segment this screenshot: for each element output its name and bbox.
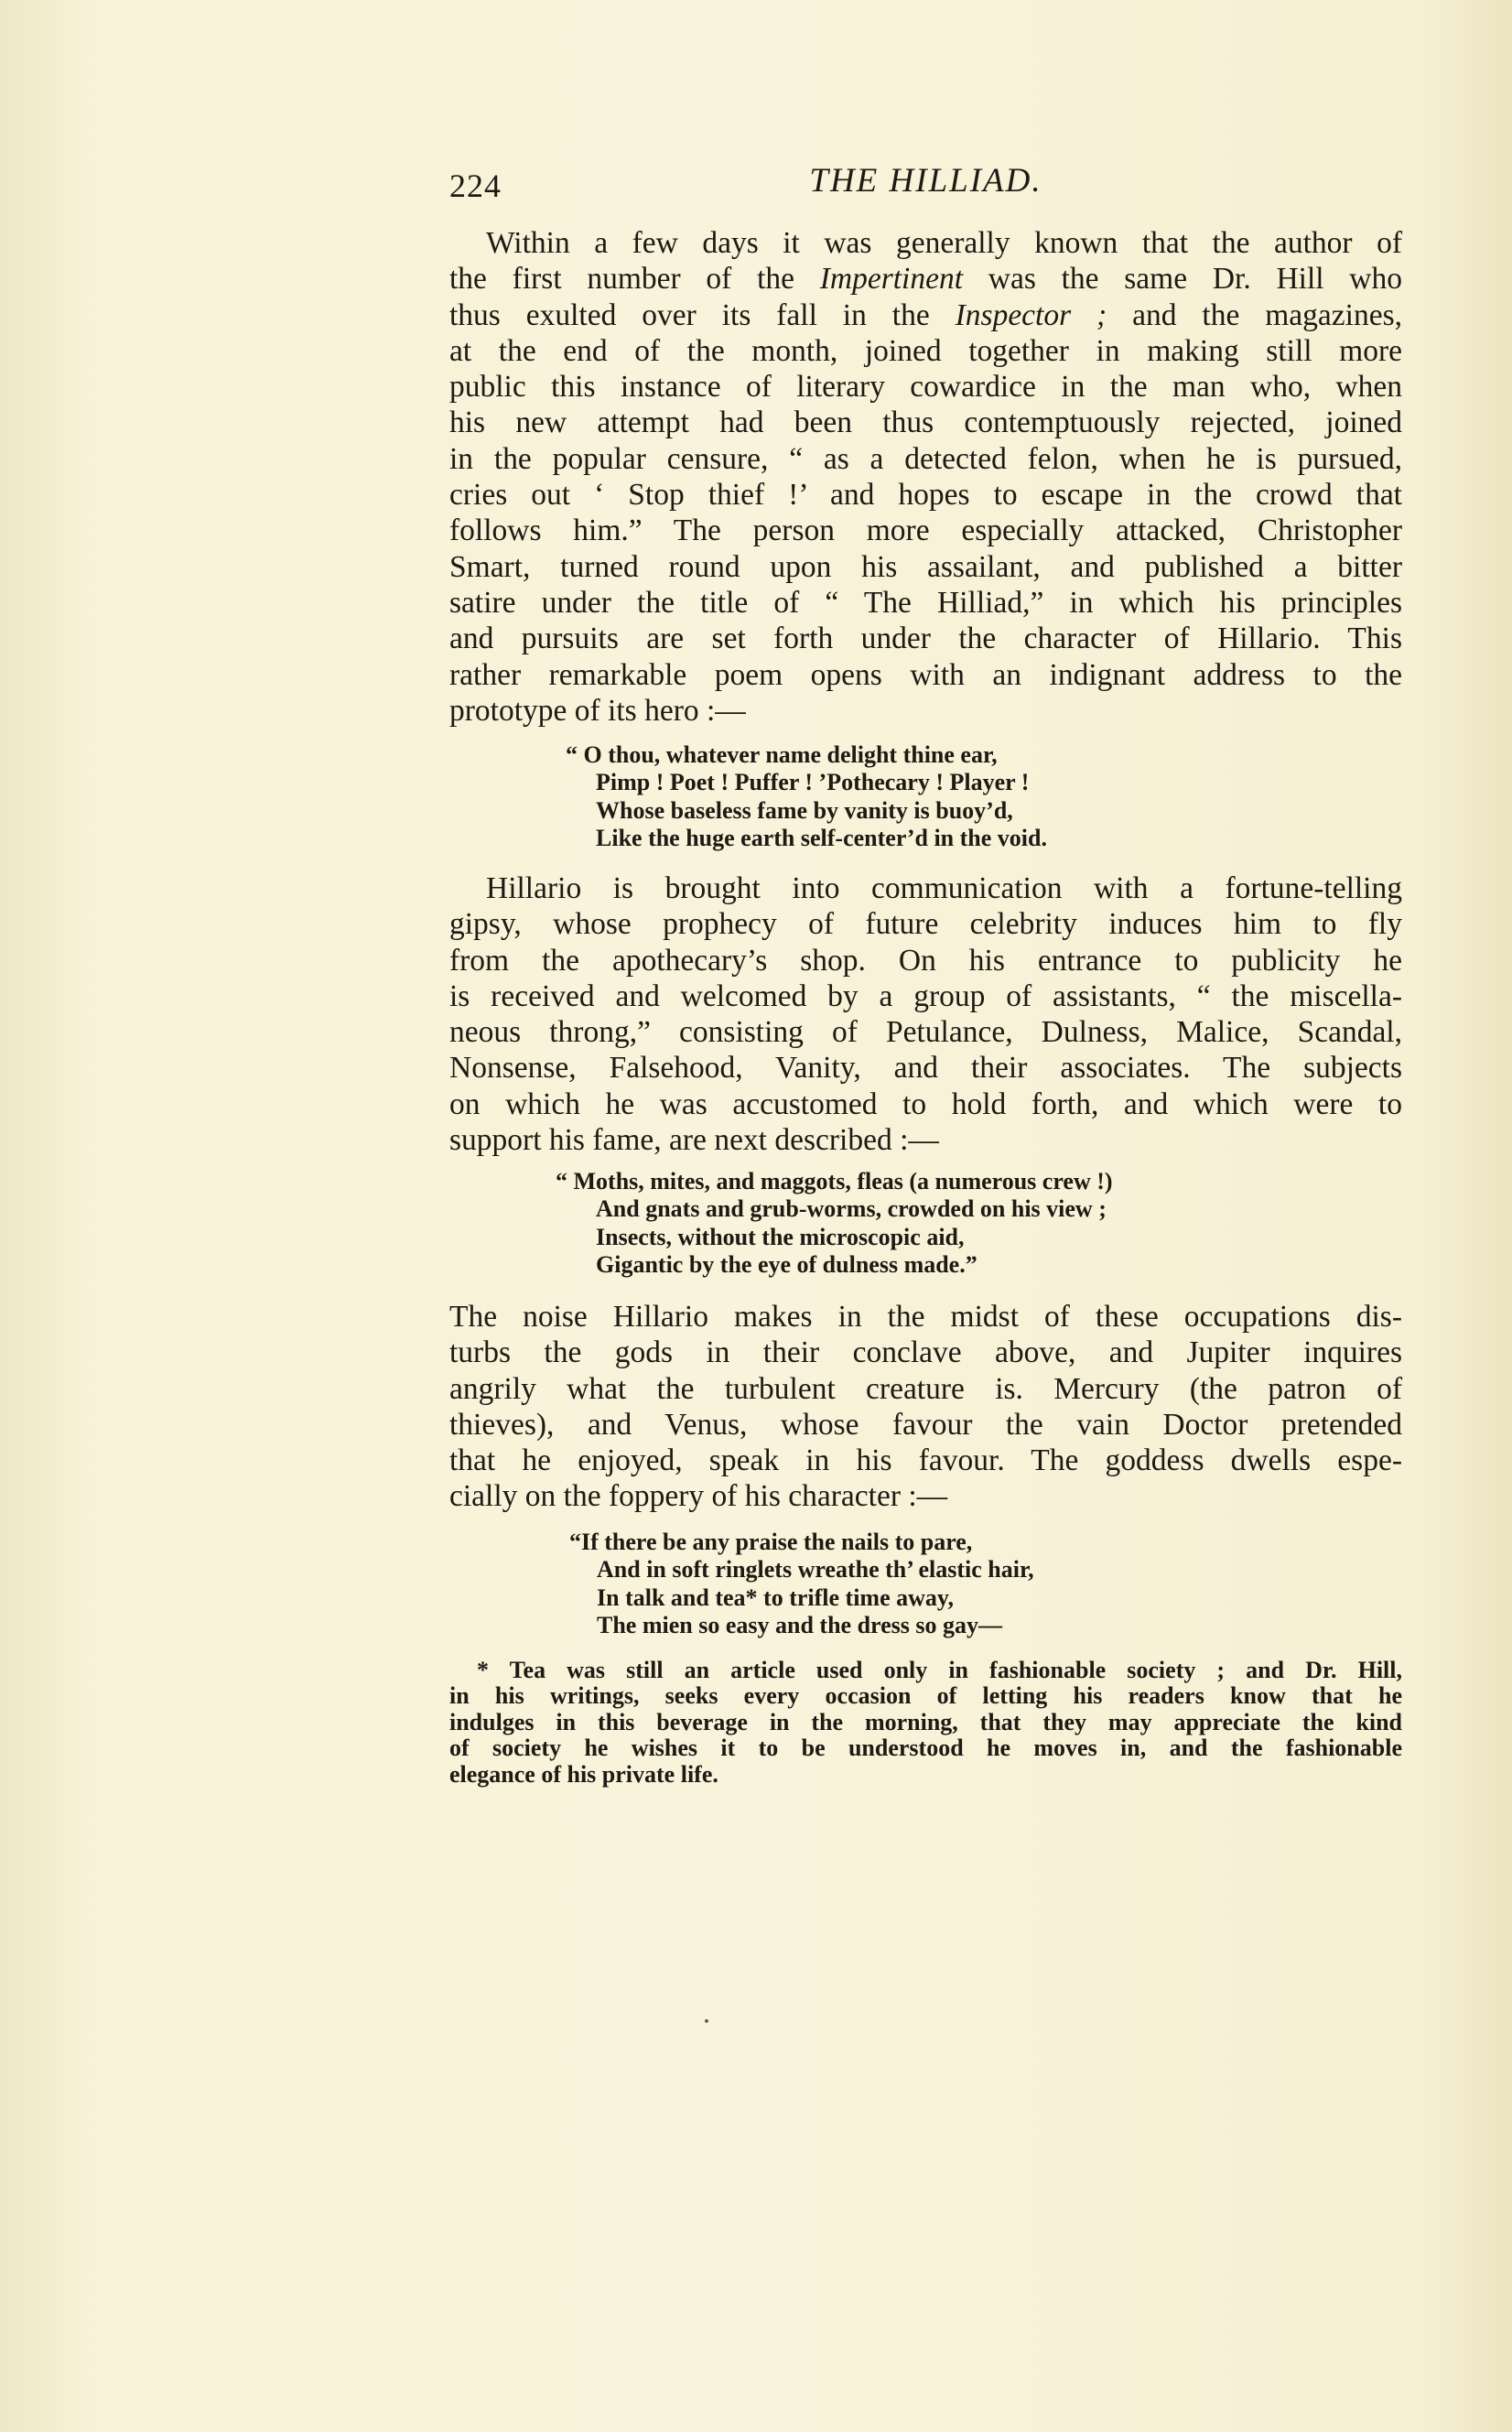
text-line: satire under the title of “ The Hilliad,” in which his principles bbox=[449, 585, 1402, 620]
text-line: angrily what the turbulent creature is. Mercury (the patron of bbox=[449, 1371, 1402, 1406]
text-line: Smart, turned round upon his assailant, and published a bitter bbox=[449, 549, 1402, 584]
verse-line: “ Moths, mites, and maggots, fleas (a numerous crew !) bbox=[556, 1168, 1113, 1194]
text-line: gipsy, whose prophecy of future celebrity induces him to fly bbox=[449, 907, 1402, 942]
text-line: support his fame, are next described :— bbox=[449, 1123, 939, 1158]
page-number: 224 bbox=[449, 168, 502, 204]
paper-speck bbox=[705, 2019, 708, 2023]
paragraph-3 bbox=[449, 1299, 1402, 1515]
text-line: cially on the foppery of his character :— bbox=[449, 1479, 948, 1514]
text-line: on which he was accustomed to hold forth, and which were to bbox=[449, 1086, 1402, 1121]
text-line: rather remarkable poem opens with an indignant address to the bbox=[449, 657, 1402, 692]
verse-line: “ O thou, whatever name delight thine ear, bbox=[566, 741, 998, 768]
text-line: from the apothecary’s shop. On his entrance to publicity he bbox=[449, 943, 1402, 978]
text-line: thieves), and Venus, whose favour the vain Doctor pretended bbox=[449, 1407, 1402, 1442]
text-line: thus exulted over its fall in the Inspector ; and the magazines, bbox=[449, 297, 1402, 332]
footnote-line: * Tea was still an article used only in fashionable society ; and Dr. Hill, bbox=[477, 1657, 1402, 1683]
verse-line: Pimp ! Poet ! Puffer ! ’Pothecary ! Player ! bbox=[596, 769, 1030, 796]
verse-line: Like the huge earth self-center’d in the void. bbox=[596, 825, 1047, 852]
paragraph-2 bbox=[449, 870, 1402, 1158]
text-line: that he enjoyed, speak in his favour. The goddess dwells espe- bbox=[449, 1443, 1402, 1478]
text-line: Nonsense, Falsehood, Vanity, and their associates. The subjects bbox=[449, 1051, 1402, 1086]
footnote-line: indulges in this beverage in the morning, that they may appreciate the kind bbox=[449, 1708, 1402, 1735]
text-line: prototype of its hero :— bbox=[449, 693, 746, 728]
verse-line: Insects, without the microscopic aid, bbox=[596, 1223, 965, 1250]
verse-line: In talk and tea* to trifle time away, bbox=[597, 1584, 954, 1611]
verse-line: And in soft ringlets wreathe th’ elastic hair, bbox=[597, 1556, 1034, 1584]
text-line: the first number of the Impertinent was the same Dr. Hill who bbox=[449, 262, 1402, 297]
text-line: at the end of the month, joined together in making still more bbox=[449, 333, 1402, 368]
text-line: The noise Hillario makes in the midst of these occupations dis- bbox=[449, 1300, 1402, 1334]
verse-line: The mien so easy and the dress so gay— bbox=[597, 1612, 1003, 1639]
text-line: neous throng,” consisting of Petulance, Dulness, Malice, Scandal, bbox=[449, 1015, 1402, 1050]
verse-line: And gnats and grub-worms, crowded on his view ; bbox=[596, 1195, 1107, 1223]
verse-line: Whose baseless fame by vanity is buoy’d, bbox=[596, 796, 1013, 824]
verse-quote-3 bbox=[569, 1529, 1034, 1640]
verse-quote-1 bbox=[566, 741, 1047, 853]
text-line: in the popular censure, “ as a detected felon, when he is pursued, bbox=[449, 441, 1402, 476]
text-line: and pursuits are set forth under the character of Hillario. This bbox=[449, 622, 1402, 656]
verse-quote-2 bbox=[556, 1168, 1113, 1280]
text-line: follows him.” The person more especially attacked, Christopher bbox=[449, 513, 1402, 548]
text-line: his new attempt had been thus contemptuously rejected, joined bbox=[449, 405, 1402, 440]
verse-line: Gigantic by the eye of dulness made.” bbox=[596, 1251, 977, 1279]
footnote-line: in his writings, seeks every occasion of letting his readers know that he bbox=[449, 1682, 1402, 1710]
text-line: public this instance of literary cowardice in the man who, when bbox=[449, 370, 1402, 405]
footnote-line: of society he wishes it to be understood he moves in, and the fashionable bbox=[449, 1735, 1402, 1762]
paragraph-1 bbox=[449, 225, 1402, 729]
verse-line: “If there be any praise the nails to pare, bbox=[569, 1529, 973, 1555]
text-line: is received and welcomed by a group of assistants, “ the miscella- bbox=[449, 978, 1402, 1013]
text-line: turbs the gods in their conclave above, and Jupiter inquires bbox=[449, 1335, 1402, 1370]
text-line: Hillario is brought into communication with a fortune-telling bbox=[486, 871, 1402, 905]
text-line: Within a few days it was generally known that the author of bbox=[486, 226, 1402, 260]
page-header bbox=[449, 154, 1402, 209]
running-head: THE HILLIAD. bbox=[809, 162, 1042, 200]
footnote-line: elegance of his private life. bbox=[449, 1760, 718, 1788]
text-line: cries out ‘ Stop thief !’ and hopes to escape in the crowd that bbox=[449, 478, 1402, 513]
footnote bbox=[449, 1658, 1402, 1788]
